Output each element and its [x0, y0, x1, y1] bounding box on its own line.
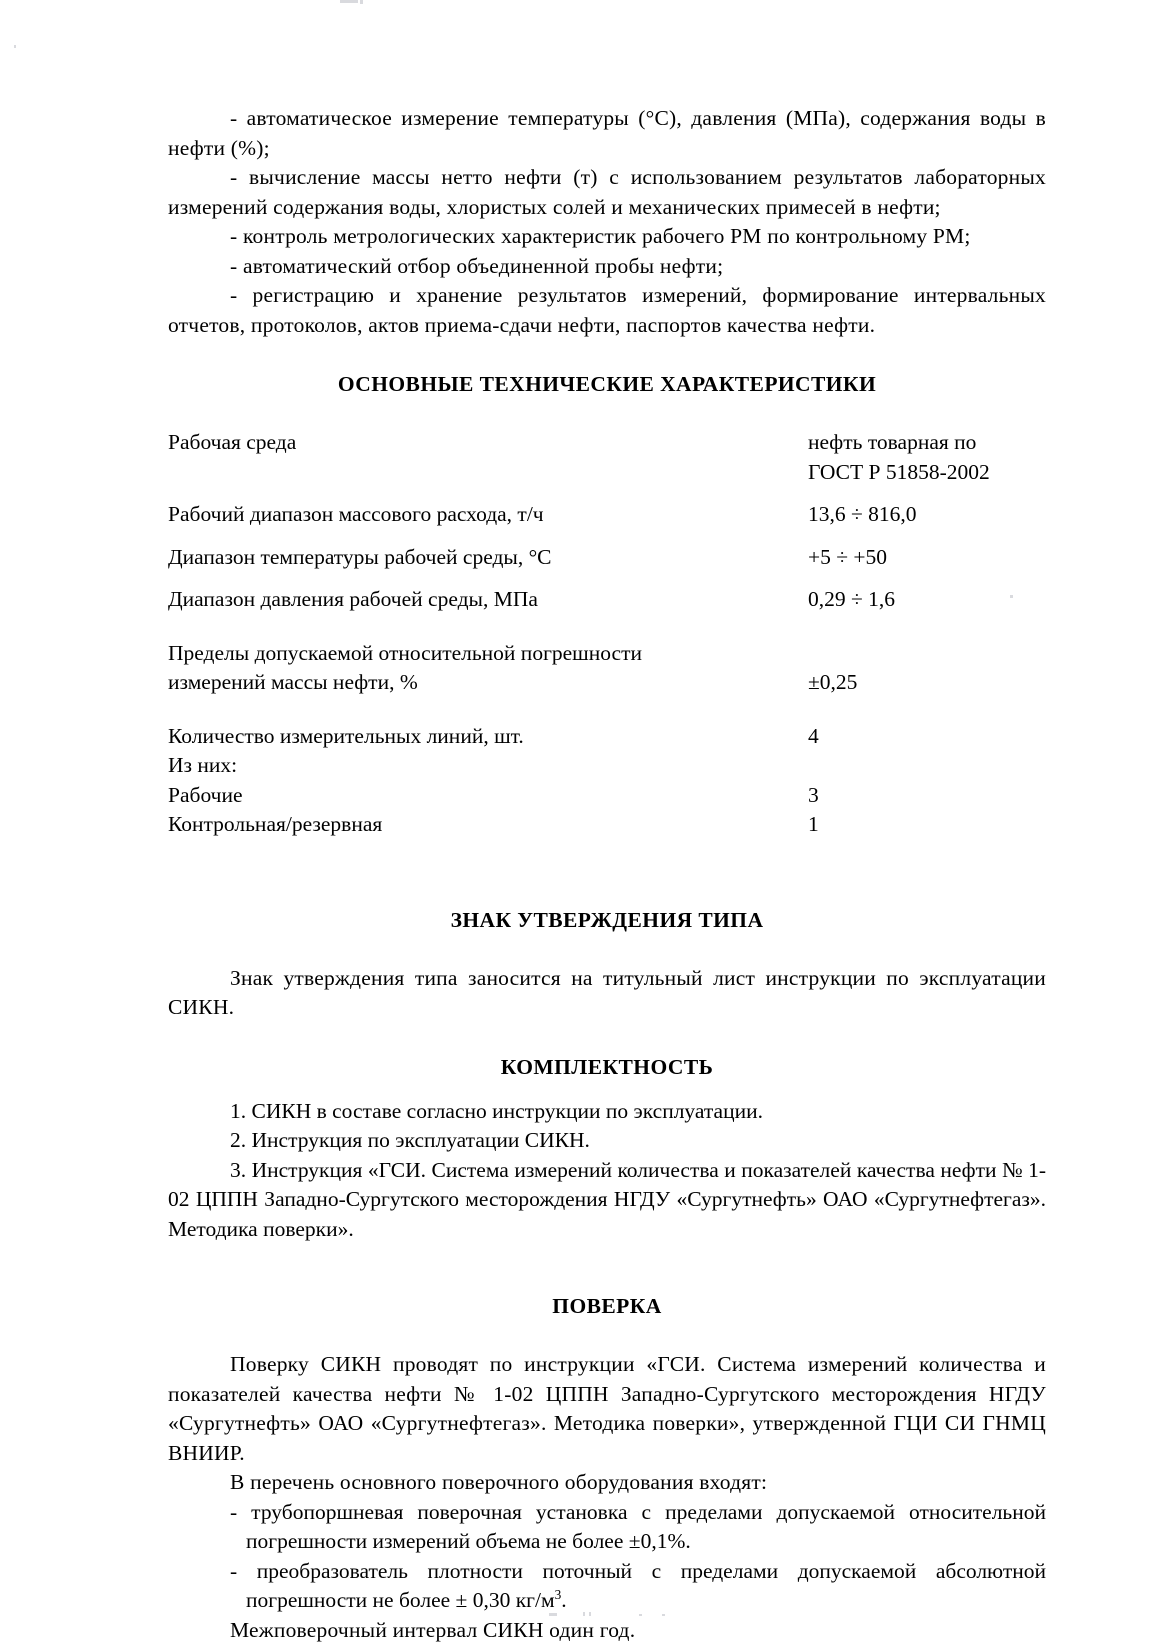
verification-paragraph: Поверку СИКН проводят по инструкции «ГСИ. Система измерений количества и показателей качества нефти № 1-02 ЦППН Западно-Сургутского месторождения НГДУ «Сургутнефть» ОАО «Сургутнефтегаз». Методика поверки», утвержденной ГЦИ СИ ГНМЦ ВНИИР.	[168, 1352, 1046, 1465]
intro-bullet-1: - автоматическое измерение температуры (°С), давления (МПа), содержания воды в нефти (%);	[168, 106, 1046, 160]
spacer	[168, 398, 1046, 428]
spec-value: 0,29 ÷ 1,6	[808, 587, 896, 611]
section-title-verification: ПОВЕРКА	[552, 1294, 662, 1318]
table-spacer	[168, 572, 1046, 585]
scan-artifact	[340, 0, 358, 3]
spec-label: Рабочая среда	[168, 430, 297, 454]
list-item-text: - преобразователь плотности поточный с пределами допускаемой абсолютной погрешности не более ± 0,30 кг/м	[230, 1558, 1046, 1612]
spec-value: 1	[808, 812, 819, 836]
spec-label: Из них:	[168, 753, 238, 777]
spacer	[168, 1081, 1046, 1097]
section-title-completeness: КОМПЛЕКТНОСТЬ	[500, 1054, 714, 1079]
list-item: 2. Инструкция по эксплуатации СИКН.	[230, 1128, 590, 1152]
intro-bullet-2: - вычисление массы нетто нефти (т) с использованием результатов лабораторных измерений содержания воды, хлористых солей и механических примесей в нефти;	[168, 165, 1046, 219]
spec-label: Рабочий диапазон массового расхода, т/ч	[168, 502, 544, 526]
spec-label: Диапазон температуры рабочей среды, °С	[168, 544, 552, 569]
spec-label: Контрольная/резервная	[168, 812, 383, 836]
verification-equipment-lead: В перечень основного поверочного оборудования входят:	[230, 1470, 768, 1494]
intro-bullet-list	[168, 104, 1046, 340]
spec-label-line1: Пределы допускаемой относительной погрешности	[168, 640, 642, 665]
verification-equipment-list	[168, 1498, 1046, 1616]
table-row	[168, 500, 1046, 530]
spec-label	[168, 639, 808, 698]
completeness-list	[168, 1097, 1046, 1245]
list-item: 1. СИКН в составе согласно инструкции по эксплуатации.	[230, 1098, 763, 1123]
verification-interval: Межповерочный интервал СИКН один год.	[230, 1617, 636, 1642]
spacer	[168, 340, 1046, 370]
table-row	[168, 585, 1046, 615]
intro-bullet-5: - регистрацию и хранение результатов измерений, формирование интервальных отчетов, протоколов, актов приема-сдачи нефти, паспортов качества нефти.	[168, 283, 1046, 337]
section-title-tech: ОСНОВНЫЕ ТЕХНИЧЕСКИЕ ХАРАКТЕРИСТИКИ	[337, 372, 877, 396]
spec-label: Рабочие	[168, 782, 243, 807]
list-item: 3. Инструкция «ГСИ. Система измерений количества и показателей качества нефти № 1-02 ЦППН Западно-Сургутского месторождения НГДУ «Сургутнефть» ОАО «Сургутнефтегаз». Методика поверки».	[168, 1157, 1046, 1241]
table-spacer	[168, 530, 1046, 543]
table-row	[168, 428, 1046, 487]
scan-artifact	[360, 0, 363, 4]
spec-value-text: ±0,25	[808, 670, 858, 694]
list-item-suffix: .	[561, 1588, 567, 1612]
spec-value: 4	[808, 723, 819, 748]
tech-specs-table	[168, 428, 1046, 840]
spacer	[168, 840, 1046, 906]
intro-bullet-3: - контроль метрологических характеристик рабочего РМ по контрольному РМ;	[230, 224, 971, 248]
list-item: - трубопоршневая поверочная установка с пределами допускаемой относительной погрешности измерений объема не более ±0,1%.	[230, 1499, 1046, 1553]
spec-label-line2: измерений массы нефти, %	[168, 670, 418, 694]
table-row	[168, 639, 1046, 698]
table-spacer	[168, 487, 1046, 500]
intro-bullet-4: - автоматический отбор объединенной пробы нефти;	[230, 253, 724, 278]
table-spacer	[168, 615, 1046, 639]
spec-value: 13,6 ÷ 816,0	[808, 502, 917, 526]
section-title-mark: ЗНАК УТВЕРЖДЕНИЯ ТИПА	[450, 907, 764, 932]
document-body	[168, 104, 1046, 1645]
spec-value	[808, 639, 1046, 698]
spec-value	[808, 751, 1046, 781]
table-row	[168, 751, 1046, 781]
table-spacer	[168, 698, 1046, 722]
spec-value: +5 ÷ +50	[808, 544, 888, 569]
table-row	[168, 781, 1046, 811]
list-item	[168, 1557, 1046, 1616]
spacer	[168, 1244, 1046, 1292]
spec-value-line1: нефть товарная по	[808, 430, 977, 454]
table-row	[168, 543, 1046, 573]
spec-value-line2: ГОСТ Р 51858-2002	[808, 459, 990, 484]
spec-value	[808, 428, 1046, 487]
spec-label: Диапазон давления рабочей среды, МПа	[168, 587, 538, 611]
spacer	[168, 1023, 1046, 1053]
mark-paragraph: Знак утверждения типа заносится на титульный лист инструкции по эксплуатации СИКН.	[168, 965, 1046, 1019]
table-row	[168, 810, 1046, 840]
spec-value: 3	[808, 782, 819, 807]
spacer	[168, 934, 1046, 964]
spec-label: Количество измерительных линий, шт.	[168, 723, 524, 748]
spacer	[168, 1320, 1046, 1350]
table-row	[168, 722, 1046, 752]
list-item-superscript: 3	[554, 1586, 562, 1602]
scan-artifact	[14, 45, 16, 48]
